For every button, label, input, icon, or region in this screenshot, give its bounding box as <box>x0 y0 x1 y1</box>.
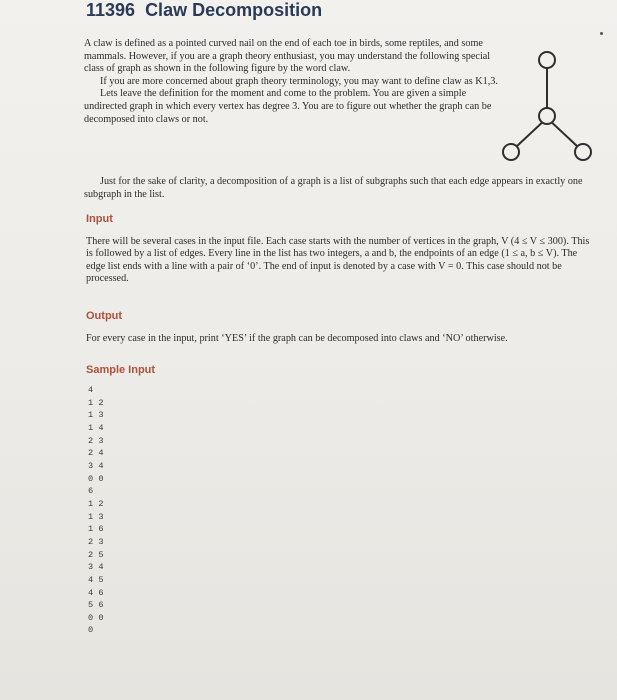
sample-input-line: 2 5 <box>88 549 104 560</box>
input-heading: Input <box>86 213 113 225</box>
output-heading: Output <box>86 310 123 322</box>
sample-input-line: 1 2 <box>88 498 104 509</box>
input-paragraph: There will be several cases in the input file. Each case starts with the number of vertices in the graph, V (4 ≤ V ≤ 300). This is followed by a list of edges. Every line in the list has two integers, a and b, the endpoints of an edge (1 ≤ a, b ≤ V). The edge list ends with a line with a pair of ‘0’. The end of input is denoted by a case with V = 0. This case should not be processed. <box>86 236 590 285</box>
intro-paragraph-2: If you are more concerned about graph theory terminology, you may want to define claw as K1,3. <box>100 75 498 87</box>
sample-input-line: 0 0 <box>88 612 104 623</box>
intro-paragraph-3: Lets leave the definition for the moment and come to the problem. You are given a simple undirected graph in which every vertex has degree 3. You are to figure out whether the graph can be decomposed into claws or not. <box>84 88 492 125</box>
claw-graph-figure <box>495 40 605 170</box>
output-paragraph: For every case in the input, print ‘YES’ if the graph can be decomposed into claws and ‘NO’ otherwise. <box>86 333 508 344</box>
sample-input-line: 2 4 <box>88 448 104 459</box>
problem-title: Claw Decomposition <box>145 0 323 20</box>
sample-input-line: 0 <box>88 625 94 636</box>
intro-text-wide <box>84 176 594 201</box>
sample-input-line: 1 3 <box>88 511 104 522</box>
sample-input-line: 6 <box>88 486 94 497</box>
sample-input-line: 1 6 <box>88 524 104 535</box>
problem-number: 11396 <box>86 0 136 20</box>
claw-vertex-center <box>539 108 555 124</box>
sample-input-line: 1 2 <box>88 397 104 408</box>
stray-dot <box>600 32 603 35</box>
sample-input-line: 2 3 <box>88 435 104 446</box>
sample-input-block <box>88 384 103 637</box>
sample-input-heading: Sample Input <box>86 364 156 376</box>
page-title <box>86 0 322 21</box>
claw-vertex-top <box>539 52 555 68</box>
input-text <box>86 236 591 286</box>
intro-paragraph-1: A claw is defined as a pointed curved nail on the end of each toe in birds, some reptiles, and some mammals. However, if you are a graph theory enthusiast, you may understand the following special class of graph as shown in the following figure by the word claw. <box>84 38 491 75</box>
sample-input-line: 2 3 <box>88 536 104 547</box>
intro-paragraph-4: Just for the sake of clarity, a decomposition of a graph is a list of subgraphs such that each edge appears in exactly one subgraph in the list. <box>84 176 583 200</box>
sample-input-line: 3 4 <box>88 460 104 471</box>
sample-input-line: 0 0 <box>88 473 104 484</box>
intro-text <box>84 38 504 126</box>
sample-input-line: 1 4 <box>88 422 104 433</box>
sample-input-line: 4 6 <box>88 587 104 598</box>
claw-vertex-right <box>575 144 591 160</box>
sample-input-line: 5 6 <box>88 600 104 611</box>
sample-input-line: 4 <box>88 385 94 395</box>
output-text <box>86 333 591 345</box>
sample-input-line: 3 4 <box>88 562 104 573</box>
sample-input-line: 1 3 <box>88 410 104 421</box>
sample-input-line: 4 5 <box>88 574 104 585</box>
claw-vertex-left <box>503 144 519 160</box>
